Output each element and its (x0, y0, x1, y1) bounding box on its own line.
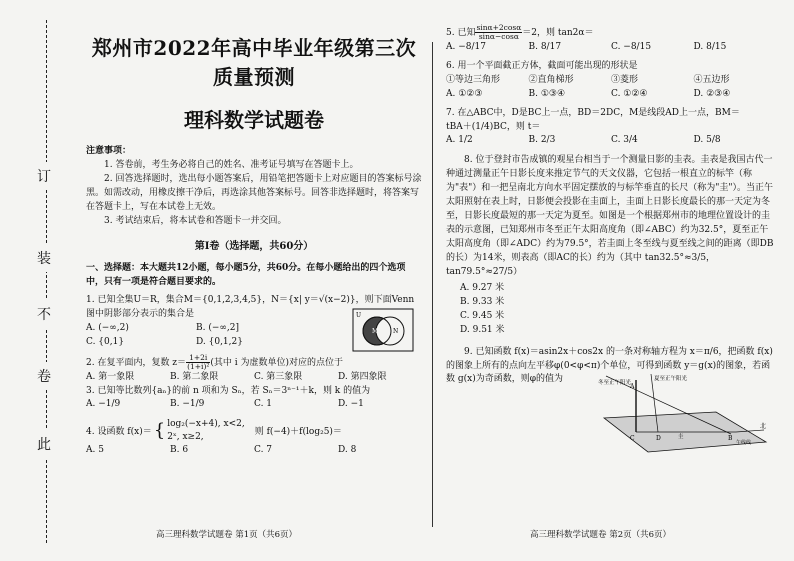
options-row (446, 134, 776, 148)
label-c: C (630, 435, 635, 442)
question-text: 7. 在△ABC中，D是BC上一点，BD＝2DC，M是线段AD上一点，BM＝ (446, 107, 740, 118)
option: A. (−∞,2) (86, 322, 129, 333)
options-row (86, 444, 422, 458)
options-column (460, 282, 776, 338)
section-intro: 一、选择题：本大题共12小题，每小题5分，共60分。在每小题给出的四个选项中，只有一项是符合题目要求的。 (86, 263, 406, 288)
notice-heading: 注意事项： (86, 146, 132, 156)
option: D. 8 (338, 444, 357, 455)
fraction: $\frac{\sin\alpha+2\cos\alpha}{\sin\alpha-\cos\alpha}$ (476, 23, 522, 41)
option: A. −8/17 (446, 41, 486, 52)
notice-item: 2. 回答选择题时，选出每小题答案后，用铅笔把答题卡上对应题目的答案标号涂黑。如需改动，用橡皮擦干净后，再选涂其他答案标号。回答非选择题时，将答案写在答题卡上，写在本试卷上无效。 (86, 173, 422, 212)
question-4: 4. 设函数 f(x)＝ { log₂(−x+4), x<2, 2ˣ, x≥2, 则 f(−4)＋f(log₂5)＝ A. 5 B. 6 C. 7 D. 8 (86, 418, 422, 457)
option: A. 1/2 (446, 135, 473, 146)
statement-row (446, 74, 776, 88)
option: C. {0,1} (86, 336, 125, 347)
option: D. ②③④ (693, 88, 731, 99)
question-3 (86, 385, 422, 413)
column-divider (432, 42, 433, 527)
question-2 (86, 354, 422, 385)
statement: ①等边三角形 (446, 74, 501, 85)
venn-label-u: U (356, 312, 362, 319)
page-footer: 高三理科数学试题卷 第1页（共6页） (156, 530, 298, 540)
option: D. 8/15 (693, 41, 727, 52)
statement: ④五边形 (693, 74, 730, 85)
page-1 (86, 6, 422, 458)
binding-char: 卷 (37, 362, 51, 390)
option: C. 3/4 (611, 135, 638, 146)
option: B. ①③④ (528, 88, 566, 99)
piecewise-cases: log₂(−x+4), x<2, 2ˣ, x≥2, (167, 419, 245, 442)
option: D. 5/8 (693, 135, 721, 146)
option: C. ①②④ (611, 88, 648, 99)
option: C. 1 (254, 399, 273, 410)
options-row (86, 336, 306, 350)
option: D. {0,1,2} (196, 336, 243, 347)
question-text: 5. 已知 (446, 27, 476, 38)
question-7 (446, 107, 776, 149)
label-winter-light: 冬至正午阳光 (598, 380, 632, 386)
question-6 (446, 60, 776, 102)
label-d: D (656, 435, 661, 442)
option: A. −1/9 (86, 399, 121, 410)
options-row (86, 322, 306, 336)
option: D. −1 (338, 399, 364, 410)
binding-margin (0, 0, 70, 561)
binding-dashed-line (46, 20, 47, 543)
notice-item: 1. 答卷前，考生务必将自己的姓名、准考证号填写在答题卡上。 (104, 159, 359, 170)
venn-label-n: N (393, 328, 399, 335)
option: B. 第二象限 (170, 371, 219, 382)
binding-char: 订 (37, 162, 51, 190)
label-north: 北 (760, 423, 767, 430)
exam-subtitle: 理科数学试题卷 (184, 108, 324, 132)
options-row (86, 398, 422, 412)
label-meridian: 午线线 (736, 440, 752, 446)
page-footer: 高三理科数学试题卷 第2页（共6页） (530, 530, 672, 540)
options-row (86, 371, 422, 385)
fraction: $\frac{1+2i}{\text{(1+i)²}}$ (187, 352, 210, 371)
option: C. −8/15 (611, 41, 652, 52)
binding-char: 此 (37, 430, 51, 458)
option: A. 5 (86, 444, 104, 455)
option: B. 2/3 (528, 135, 556, 146)
exam-title: 郑州市2022年高中毕业年级第三次质量预测 (91, 36, 417, 89)
question-text: tBA＋(1/4)BC，则 t＝ (446, 121, 541, 132)
option: A. ①②③ (446, 88, 483, 99)
option: A. 9.27 米 (460, 282, 505, 293)
question-text: 9. 已知函数 f(x)＝asin2x＋cos2x 的一条对称轴方程为 x＝π/6，把函数 f(x)的图象上所有的点向左平移φ(0<φ<π)个单位，可得到函数 y＝g(x)的图象，若函数 g(x)为奇函数，则φ的值为 (446, 346, 773, 385)
options-row (446, 88, 776, 102)
notice-item: 3. 考试结束后，将本试卷和答题卡一并交回。 (104, 215, 287, 226)
question-8 (446, 154, 776, 337)
options-row (446, 41, 776, 55)
label-a: A (630, 383, 635, 390)
question-text: 则 f(−4)＋f(log₂5)＝ (254, 427, 342, 438)
venn-diagram (352, 308, 414, 352)
statement: ③菱形 (611, 74, 639, 85)
section-title: 第Ⅰ卷（选择题，共60分） (194, 240, 314, 252)
option: C. 9.45 米 (460, 310, 505, 321)
label-b: B (728, 435, 733, 442)
question-1 (86, 294, 422, 350)
option: A. 第一象限 (86, 371, 135, 382)
question-text: 6. 用一个平面截正方体，截面可能出现的形状是 (446, 60, 638, 71)
option: C. 7 (254, 444, 273, 455)
statement: ②直角梯形 (528, 74, 574, 85)
gnomon-diagram (596, 372, 772, 458)
label-summer-light: 夏至正午阳光 (654, 376, 688, 382)
question-5 (446, 24, 776, 55)
option: B. 9.33 米 (460, 296, 505, 307)
option: D. 9.51 米 (460, 324, 505, 335)
page-2 (446, 6, 776, 387)
option: B. 6 (170, 444, 189, 455)
option: C. 第三象限 (254, 371, 303, 382)
question-text: 2. 在复平面内，复数 z＝ (86, 357, 187, 368)
venn-label-m: M (372, 328, 379, 335)
question-text: 3. 已知等比数列{aₙ}的前 n 项和为 Sₙ，若 Sₙ＝3ⁿ⁻¹＋k，则 k 的值为 (86, 385, 371, 396)
label-gui: 圭 (678, 434, 684, 440)
option: B. 8/17 (528, 41, 562, 52)
binding-char: 不 (37, 300, 51, 328)
question-text: (其中 i 为虚数单位)对应的点位于 (210, 357, 344, 368)
option: B. (−∞,2] (196, 322, 239, 333)
option: B. −1/9 (170, 399, 205, 410)
question-text: 1. 已知全集U＝R，集合M＝{0,1,2,3,4,5}，N＝{x| y＝√(x−2)}，则下面Venn图中阴影部分表示的集合是 (86, 295, 415, 319)
question-text: 8. 位于登封市告成镇的观星台相当于一个测量日影的圭表。圭表是我国古代一种通过测量正午日影长度来推定节气的天文仪器，它包括一根直立的标竿（称为"表"）和一把呈南北方向水平固定摆放的与标竿垂直的长尺（称为"圭"）。当正午太阳照射在表上时，日影便会投影在圭面上，圭面上日影长度最长的那一天定为冬至，日影长度最短的那一天定为夏至。如图是一个根据郑州市的地理位置设计的圭表的示意图，已知郑州市冬至正午太阳高度角（即∠ABC）约为32.5°，夏至正午太阳高度角（即∠ADC）约为79.5°，若圭面上冬至线与夏至线之间的距离（即DB的长）为14米，则表高（即AC的长）约为（其中 tan32.5°≈3/5，tan79.5°≈27/5） (446, 155, 774, 277)
option: D. 第四象限 (338, 371, 387, 382)
question-text: 4. 设函数 f(x)＝ (86, 427, 152, 438)
binding-char: 装 (37, 244, 51, 272)
question-text: ＝2，则 tan2α＝ (522, 27, 594, 38)
